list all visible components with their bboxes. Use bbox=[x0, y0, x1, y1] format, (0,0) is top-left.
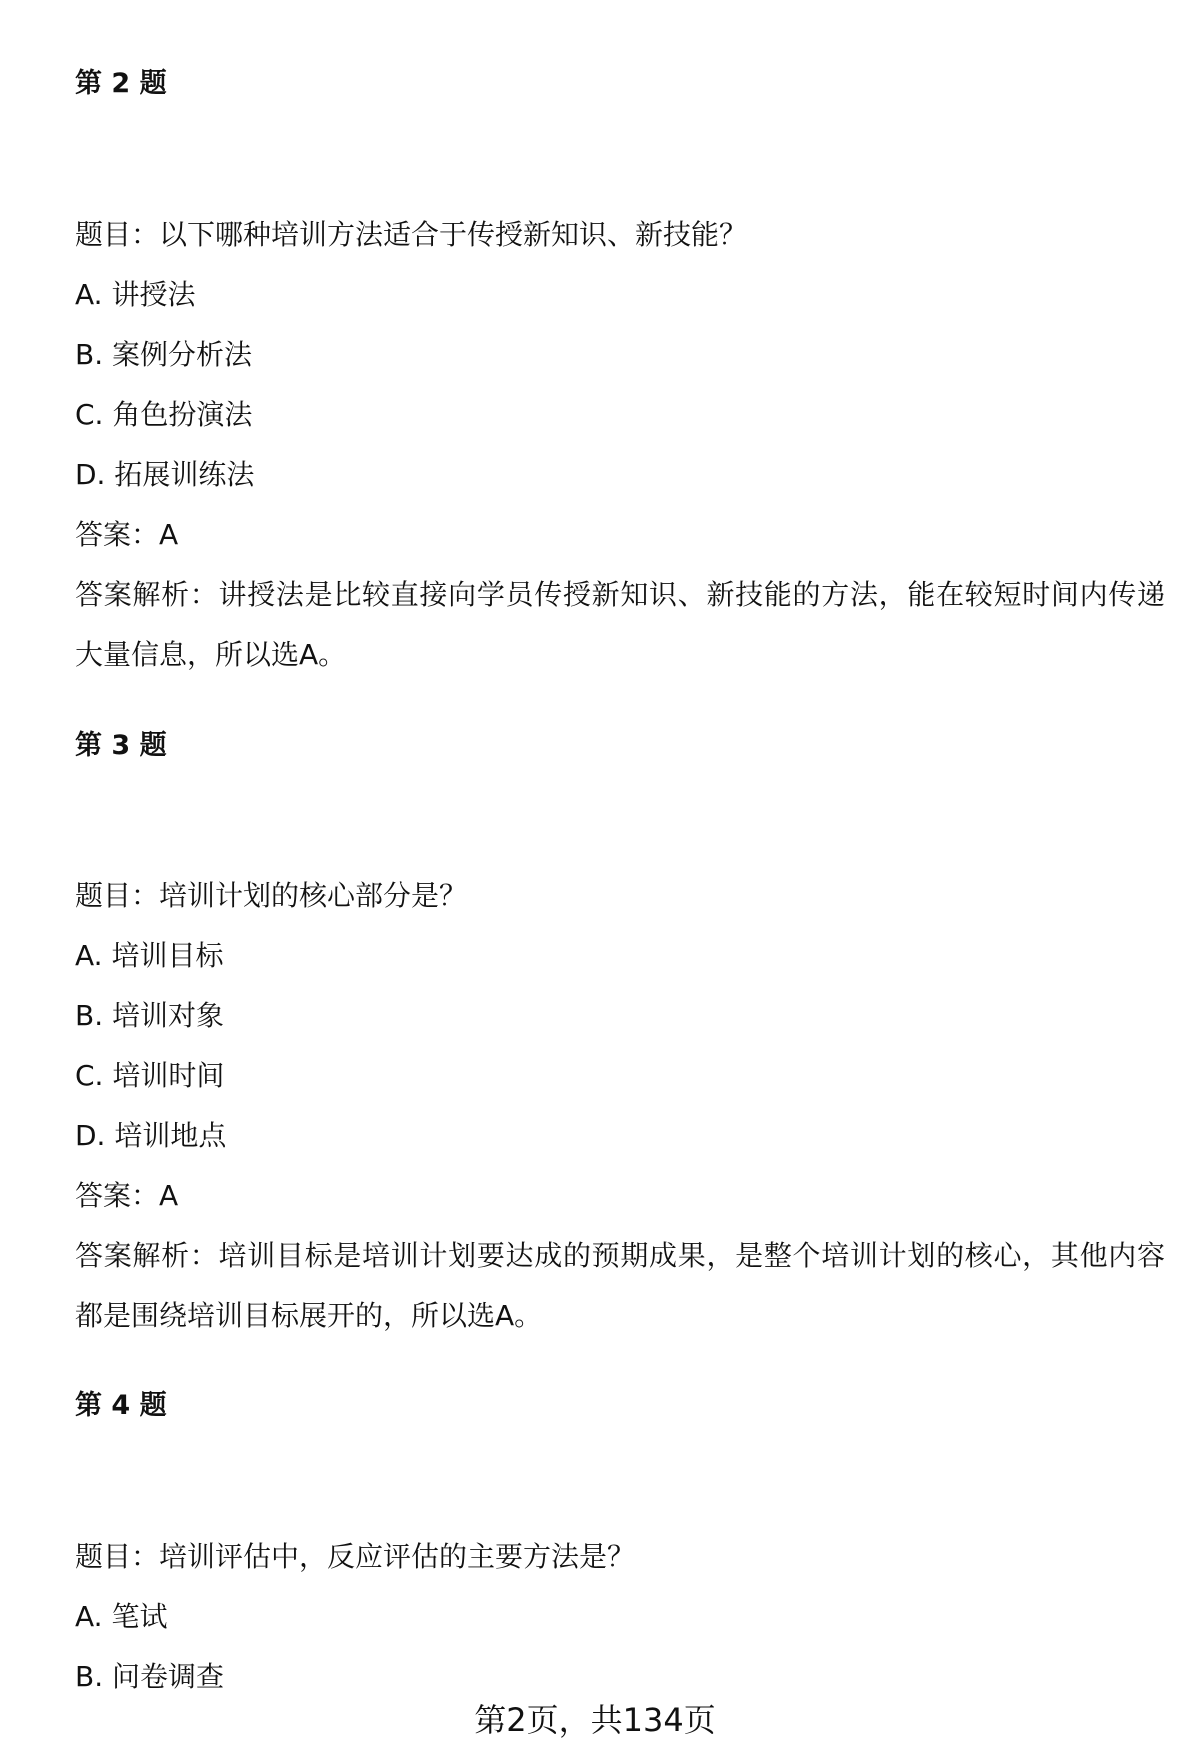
question-stem: 题目：培训评估中，反应评估的主要方法是？ bbox=[75, 1540, 636, 1573]
option-a: A. 笔试 bbox=[75, 1600, 168, 1633]
page-number: 第2页，共134页 bbox=[474, 1701, 716, 1739]
option-d: D. 培训地点 bbox=[75, 1119, 227, 1152]
option-d: D. 拓展训练法 bbox=[75, 458, 255, 491]
option-b: B. 问卷调查 bbox=[75, 1660, 225, 1693]
option-c: C. 培训时间 bbox=[75, 1059, 225, 1092]
answer: 答案：A bbox=[75, 518, 179, 551]
question-stem: 题目：培训计划的核心部分是？ bbox=[75, 879, 468, 912]
option-c: C. 角色扮演法 bbox=[75, 398, 253, 431]
option-b: B. 培训对象 bbox=[75, 999, 225, 1032]
option-b: B. 案例分析法 bbox=[75, 338, 253, 371]
option-a: A. 培训目标 bbox=[75, 939, 224, 972]
question-heading: 第 2 题 bbox=[75, 68, 167, 99]
answer: 答案：A bbox=[75, 1179, 179, 1212]
answer-explanation: 答案解析：培训目标是培训计划要达成的预期成果，是整个培训计划的核心，其他内容都是围绕培训目标展开的，所以选A。 bbox=[75, 1239, 1165, 1332]
question-heading: 第 4 题 bbox=[75, 1390, 167, 1421]
option-a: A. 讲授法 bbox=[75, 278, 196, 311]
answer-explanation: 答案解析：讲授法是比较直接向学员传授新知识、新技能的方法，能在较短时间内传递大量信息，所以选A。 bbox=[75, 578, 1165, 671]
question-heading: 第 3 题 bbox=[75, 730, 167, 761]
question-stem: 题目：以下哪种培训方法适合于传授新知识、新技能？ bbox=[75, 218, 748, 251]
